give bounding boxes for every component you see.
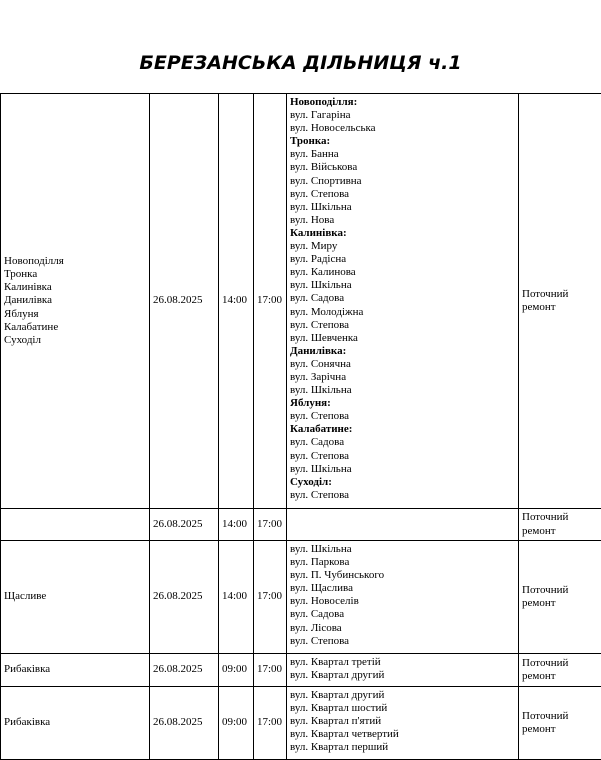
work-type-text: Поточний [522,656,569,669]
street-name: вул. Військова [290,161,358,174]
table-row [1,687,601,760]
work-type-cell [519,687,601,760]
street-name: вул. Квартал шостий [290,702,388,715]
street-name: вул. Новосельська [290,122,376,135]
work-type-cell [519,94,601,509]
end-time-cell: 17:00 [254,654,287,687]
street-name: вул. Новоселів [290,595,359,608]
work-type-text: ремонт [522,597,556,609]
work-type-text: ремонт [522,301,556,313]
settlements-cell [1,687,150,760]
street-name: вул. Шкільна [290,384,352,397]
street-name: вул. Шкільна [290,543,352,555]
settlement-name: Щасливе [4,590,47,603]
street-name: вул. Спортивна [290,174,362,187]
streets-cell [287,654,519,687]
street-name: вул. Квартал перший [290,741,389,754]
end-time-cell: 17:00 [254,94,287,509]
street-name: вул. Квартал п'ятий [290,715,382,728]
settlements-cell [1,509,150,541]
street-name: вул. Нова [290,213,335,226]
street-name: вул. Щаслива [290,582,353,595]
settlement-name: Данилівка [4,294,52,307]
settlement-name: Калинівка [4,281,52,294]
street-name: вул. Банна [290,148,339,161]
table-row [1,94,601,509]
street-name: вул. Миру [290,240,338,253]
settlements-cell [1,654,150,687]
settlement-name: Суходіл [4,333,41,346]
street-name: вул. Калинова [290,266,356,279]
settlement-name: Рибаківка [4,716,51,729]
street-name: вул. Молодіжна [290,305,364,318]
work-type-text: Поточний [522,583,569,596]
date-cell: 26.08.2025 [150,687,219,760]
settlement-heading: Суходіл: [290,475,332,488]
street-name: вул. Садова [290,292,345,305]
start-time-cell: 14:00 [219,509,254,541]
street-name: вул. Степова [290,488,350,501]
settlement-heading: Яблуня: [290,397,331,410]
date-cell: 26.08.2025 [150,509,219,541]
settlement-heading: Данилівка: [290,344,347,357]
work-type-text: Поточний [522,287,569,300]
outage-schedule-table [0,93,601,760]
end-time-cell: 17:00 [254,541,287,654]
settlement-name: Яблуня [4,307,39,320]
start-time-cell: 14:00 [219,541,254,654]
street-name: вул. Квартал другий [290,689,385,701]
street-name: вул. Лісова [290,621,342,634]
street-name: вул. Шкільна [290,462,352,475]
settlement-name: Калабатине [4,320,59,333]
work-type-cell [519,541,601,654]
date-cell: 26.08.2025 [150,654,219,687]
street-name: вул. Степова [290,449,350,462]
date-cell: 26.08.2025 [150,541,219,654]
date-cell: 26.08.2025 [150,94,219,509]
street-name: вул. Радісна [290,253,347,266]
table-row [1,654,601,687]
street-name: вул. Квартал третій [290,656,381,668]
settlement-heading: Тронка: [290,135,331,148]
end-time-cell: 17:00 [254,509,287,541]
street-name: вул. Сонячна [290,357,351,370]
street-name: вул. Квартал четвертий [290,728,399,741]
streets-cell [287,94,519,509]
street-name: вул. Шкільна [290,200,352,213]
street-name: вул. Квартал другий [290,669,385,682]
work-type-text: ремонт [522,723,556,735]
end-time-cell: 17:00 [254,687,287,760]
street-name: вул. Степова [290,318,350,331]
street-name: вул. Садова [290,436,345,449]
start-time-cell: 09:00 [219,687,254,760]
table-row [1,509,601,541]
settlements-cell [1,94,150,509]
table-row [1,541,601,654]
settlement-name: Новоподілля [4,255,64,268]
work-type-text: ремонт [522,670,556,682]
work-type-cell [519,654,601,687]
streets-cell [287,509,519,541]
street-name: вул. Степова [290,187,350,200]
streets-cell [287,541,519,654]
street-name: вул. Паркова [290,556,350,569]
street-name: вул. Гагаріна [290,109,351,122]
page-title: БЕРЕЗАНСЬКА ДІЛЬНИЦЯ ч.1 [139,52,462,74]
street-name: вул. Садова [290,608,345,621]
street-name: вул. Шкільна [290,279,352,292]
street-name: вул. Степова [290,634,350,647]
street-name: вул. Зарічна [290,370,347,383]
settlement-heading: Калинівка: [290,226,347,239]
street-name: вул. Шевченка [290,331,358,344]
work-type-text: Поточний [522,511,569,524]
settlement-heading: Новоподілля: [290,96,358,108]
street-name: вул. П. Чубинського [290,569,385,582]
street-name: вул. Степова [290,410,350,423]
streets-cell [287,687,519,760]
start-time-cell: 09:00 [219,654,254,687]
settlement-heading: Калабатине: [290,423,353,436]
work-type-text: ремонт [522,524,556,537]
start-time-cell: 14:00 [219,94,254,509]
settlements-cell [1,541,150,654]
work-type-cell [519,509,601,541]
settlement-name: Рибаківка [4,663,51,676]
work-type-text: Поточний [522,709,569,722]
settlement-name: Тронка [4,268,38,281]
